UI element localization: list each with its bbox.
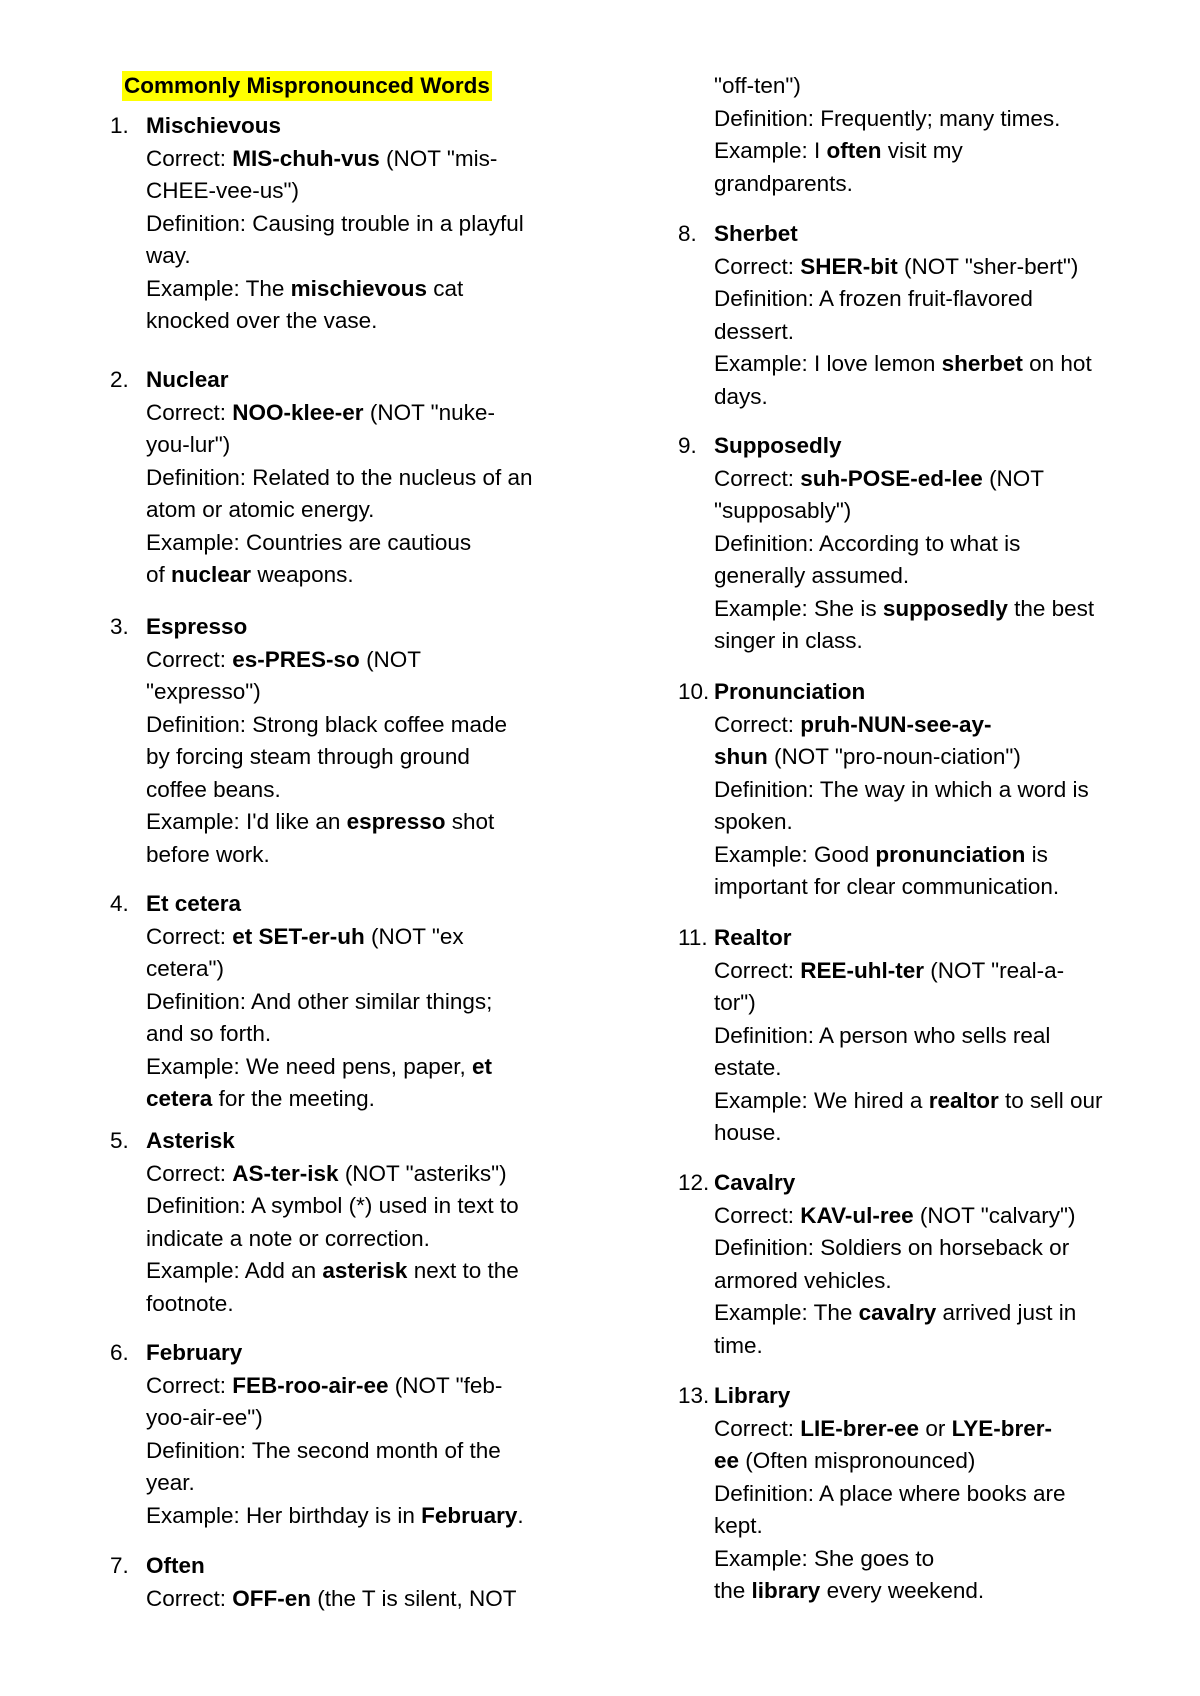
correct-line-cont: yoo-air-ee") <box>146 1405 263 1430</box>
list-item-pronunciation <box>678 676 1148 904</box>
correct-line-cont: CHEE-vee-us") <box>146 178 300 203</box>
word-heading: Espresso <box>146 614 248 639</box>
definition-line-cont: generally assumed. <box>714 563 910 588</box>
example-line: Example: Good pronunciation is <box>714 841 1048 867</box>
example-line-cont: house. <box>714 1120 782 1145</box>
example-line: Example: We need pens, paper, et <box>146 1053 493 1079</box>
word-heading: Nuclear <box>146 367 229 392</box>
definition-line: Definition: Soldiers on horseback or <box>714 1235 1070 1260</box>
definition-line: Definition: And other similar things; <box>146 988 493 1014</box>
list-number: 12. <box>678 1170 710 1195</box>
list-item-nuclear <box>110 364 580 592</box>
correct-line: Correct: NOO-klee-er (NOT "nuke- <box>146 399 495 425</box>
example-line: Example: The mischievous cat <box>146 275 464 301</box>
correct-line: Correct: SHER-bit (NOT "sher-bert") <box>714 253 1079 279</box>
list-number: 5. <box>110 1128 129 1153</box>
correct-line: Correct: et SET-er-uh (NOT "ex <box>146 923 464 949</box>
correct-line: Correct: AS-ter-isk (NOT "asteriks") <box>146 1160 507 1186</box>
list-item-et-cetera <box>110 888 580 1116</box>
definition-line: Definition: The second month of the <box>146 1437 501 1463</box>
list-number: 1. <box>110 113 129 138</box>
correct-line: Correct: es-PRES-so (NOT <box>146 646 422 672</box>
example-line-cont: footnote. <box>146 1290 234 1316</box>
correct-line-cont: "expresso") <box>146 679 261 704</box>
word-heading: Asterisk <box>146 1128 235 1153</box>
list-item-espresso <box>110 611 580 871</box>
example-line-cont: knocked over the vase. <box>146 308 378 333</box>
example-line-cont: singer in class. <box>714 628 863 653</box>
list-number: 4. <box>110 891 129 916</box>
definition-line-cont: year. <box>146 1470 195 1495</box>
list-number: 8. <box>678 221 697 246</box>
correct-line-cont: you-lur") <box>146 432 231 457</box>
word-heading: Often <box>146 1553 205 1578</box>
definition-line-cont: and so forth. <box>146 1021 272 1046</box>
definition-line-cont: kept. <box>714 1513 763 1538</box>
list-number: 13. <box>678 1383 710 1408</box>
list-item-mischievous <box>110 110 580 338</box>
correct-line: Correct: pruh-NUN-see-ay- <box>714 711 992 737</box>
list-number: 11. <box>678 925 708 950</box>
example-line-cont: before work. <box>146 841 270 867</box>
example-line: Example: I often visit my <box>714 138 963 163</box>
correct-line: Correct: suh-POSE-ed-lee (NOT <box>714 465 1045 491</box>
list-number: 6. <box>110 1340 129 1365</box>
definition-line: Definition: The way in which a word is <box>714 776 1089 802</box>
list-item-supposedly <box>678 430 1148 658</box>
list-item-february <box>110 1337 580 1532</box>
definition-line: Definition: Strong black coffee made <box>146 711 508 737</box>
definition-line-cont: spoken. <box>714 809 793 834</box>
definition-line-cont: way. <box>146 243 191 268</box>
example-line-cont: of nuclear weapons. <box>146 562 354 587</box>
example-line: Example: I love lemon sherbet on hot <box>714 351 1092 376</box>
definition-line: Definition: A person who sells real <box>714 1022 1051 1048</box>
definition-line: Definition: A place where books are <box>714 1480 1066 1506</box>
definition-line-cont: estate. <box>714 1055 782 1080</box>
example-line-cont: time. <box>714 1332 763 1358</box>
example-line: Example: Her birthday is in February. <box>146 1502 524 1528</box>
definition-line-cont: coffee beans. <box>146 776 281 802</box>
word-heading: Realtor <box>714 925 792 950</box>
list-item-sherbet <box>678 218 1148 413</box>
list-number: 9. <box>678 433 697 458</box>
example-line: Example: The cavalry arrived just in <box>714 1300 1077 1325</box>
word-heading: Library <box>714 1383 791 1408</box>
definition-line-cont: by forcing steam through ground <box>146 744 470 769</box>
list-item-cavalry <box>678 1167 1148 1362</box>
correct-line: Correct: OFF-en (the T is silent, NOT <box>146 1585 517 1611</box>
word-heading: Pronunciation <box>714 679 866 704</box>
correct-line-cont: shun (NOT "pro-noun-ciation") <box>714 744 1021 769</box>
list-item-often <box>110 1550 580 1615</box>
list-number: 3. <box>110 614 129 639</box>
word-heading: Sherbet <box>714 221 798 246</box>
example-line: Example: Countries are cautious <box>146 529 472 555</box>
definition-line-cont: dessert. <box>714 318 795 344</box>
page-title: Commonly Mispronounced Words <box>122 71 492 101</box>
list-item-often-continued <box>678 70 1148 200</box>
definition-line: Definition: According to what is <box>714 530 1021 556</box>
list-number: 2. <box>110 367 129 392</box>
definition-line: Definition: A symbol (*) used in text to <box>146 1193 519 1218</box>
definition-line: Definition: Related to the nucleus of an <box>146 464 533 490</box>
word-heading: Et cetera <box>146 891 242 916</box>
correct-line-cont: ee (Often mispronounced) <box>714 1448 976 1473</box>
list-item-asterisk <box>110 1125 580 1320</box>
definition-line-cont: atom or atomic energy. <box>146 497 375 522</box>
example-line: Example: She goes to <box>714 1545 935 1571</box>
example-line-cont: days. <box>714 383 768 409</box>
example-line: Example: We hired a realtor to sell our <box>714 1087 1103 1113</box>
correct-line-cont: "off-ten") <box>714 73 801 98</box>
correct-line: Correct: FEB-roo-air-ee (NOT "feb- <box>146 1372 503 1398</box>
example-line: Example: I'd like an espresso shot <box>146 809 495 834</box>
definition-line-cont: indicate a note or correction. <box>146 1225 430 1251</box>
correct-line-cont: "supposably") <box>714 498 852 523</box>
word-heading: Mischievous <box>146 113 282 138</box>
list-number: 10. <box>678 679 710 704</box>
correct-line: Correct: MIS-chuh-vus (NOT "mis- <box>146 145 498 171</box>
correct-line-cont: tor") <box>714 990 756 1015</box>
example-line-cont: the library every weekend. <box>714 1578 985 1603</box>
definition-line-cont: armored vehicles. <box>714 1267 892 1293</box>
word-heading: February <box>146 1340 243 1365</box>
correct-line-cont: cetera") <box>146 956 225 981</box>
example-line-cont: cetera for the meeting. <box>146 1086 375 1111</box>
list-number: 7. <box>110 1553 129 1578</box>
example-line: Example: Add an asterisk next to the <box>146 1258 519 1283</box>
list-item-library <box>678 1380 1148 1608</box>
example-line: Example: She is supposedly the best <box>714 595 1095 621</box>
example-line-cont: grandparents. <box>714 170 853 196</box>
definition-line: Definition: A frozen fruit-flavored <box>714 286 1033 311</box>
correct-line: Correct: REE-uhl-ter (NOT "real-a- <box>714 957 1065 983</box>
word-heading: Cavalry <box>714 1170 796 1195</box>
example-line-cont: important for clear communication. <box>714 874 1060 899</box>
list-item-realtor <box>678 922 1148 1150</box>
correct-line: Correct: KAV-ul-ree (NOT "calvary") <box>714 1202 1076 1228</box>
definition-line: Definition: Frequently; many times. <box>714 105 1061 131</box>
correct-line: Correct: LIE-brer-ee or LYE-brer- <box>714 1415 1053 1441</box>
word-heading: Supposedly <box>714 433 842 458</box>
definition-line: Definition: Causing trouble in a playful <box>146 210 524 236</box>
